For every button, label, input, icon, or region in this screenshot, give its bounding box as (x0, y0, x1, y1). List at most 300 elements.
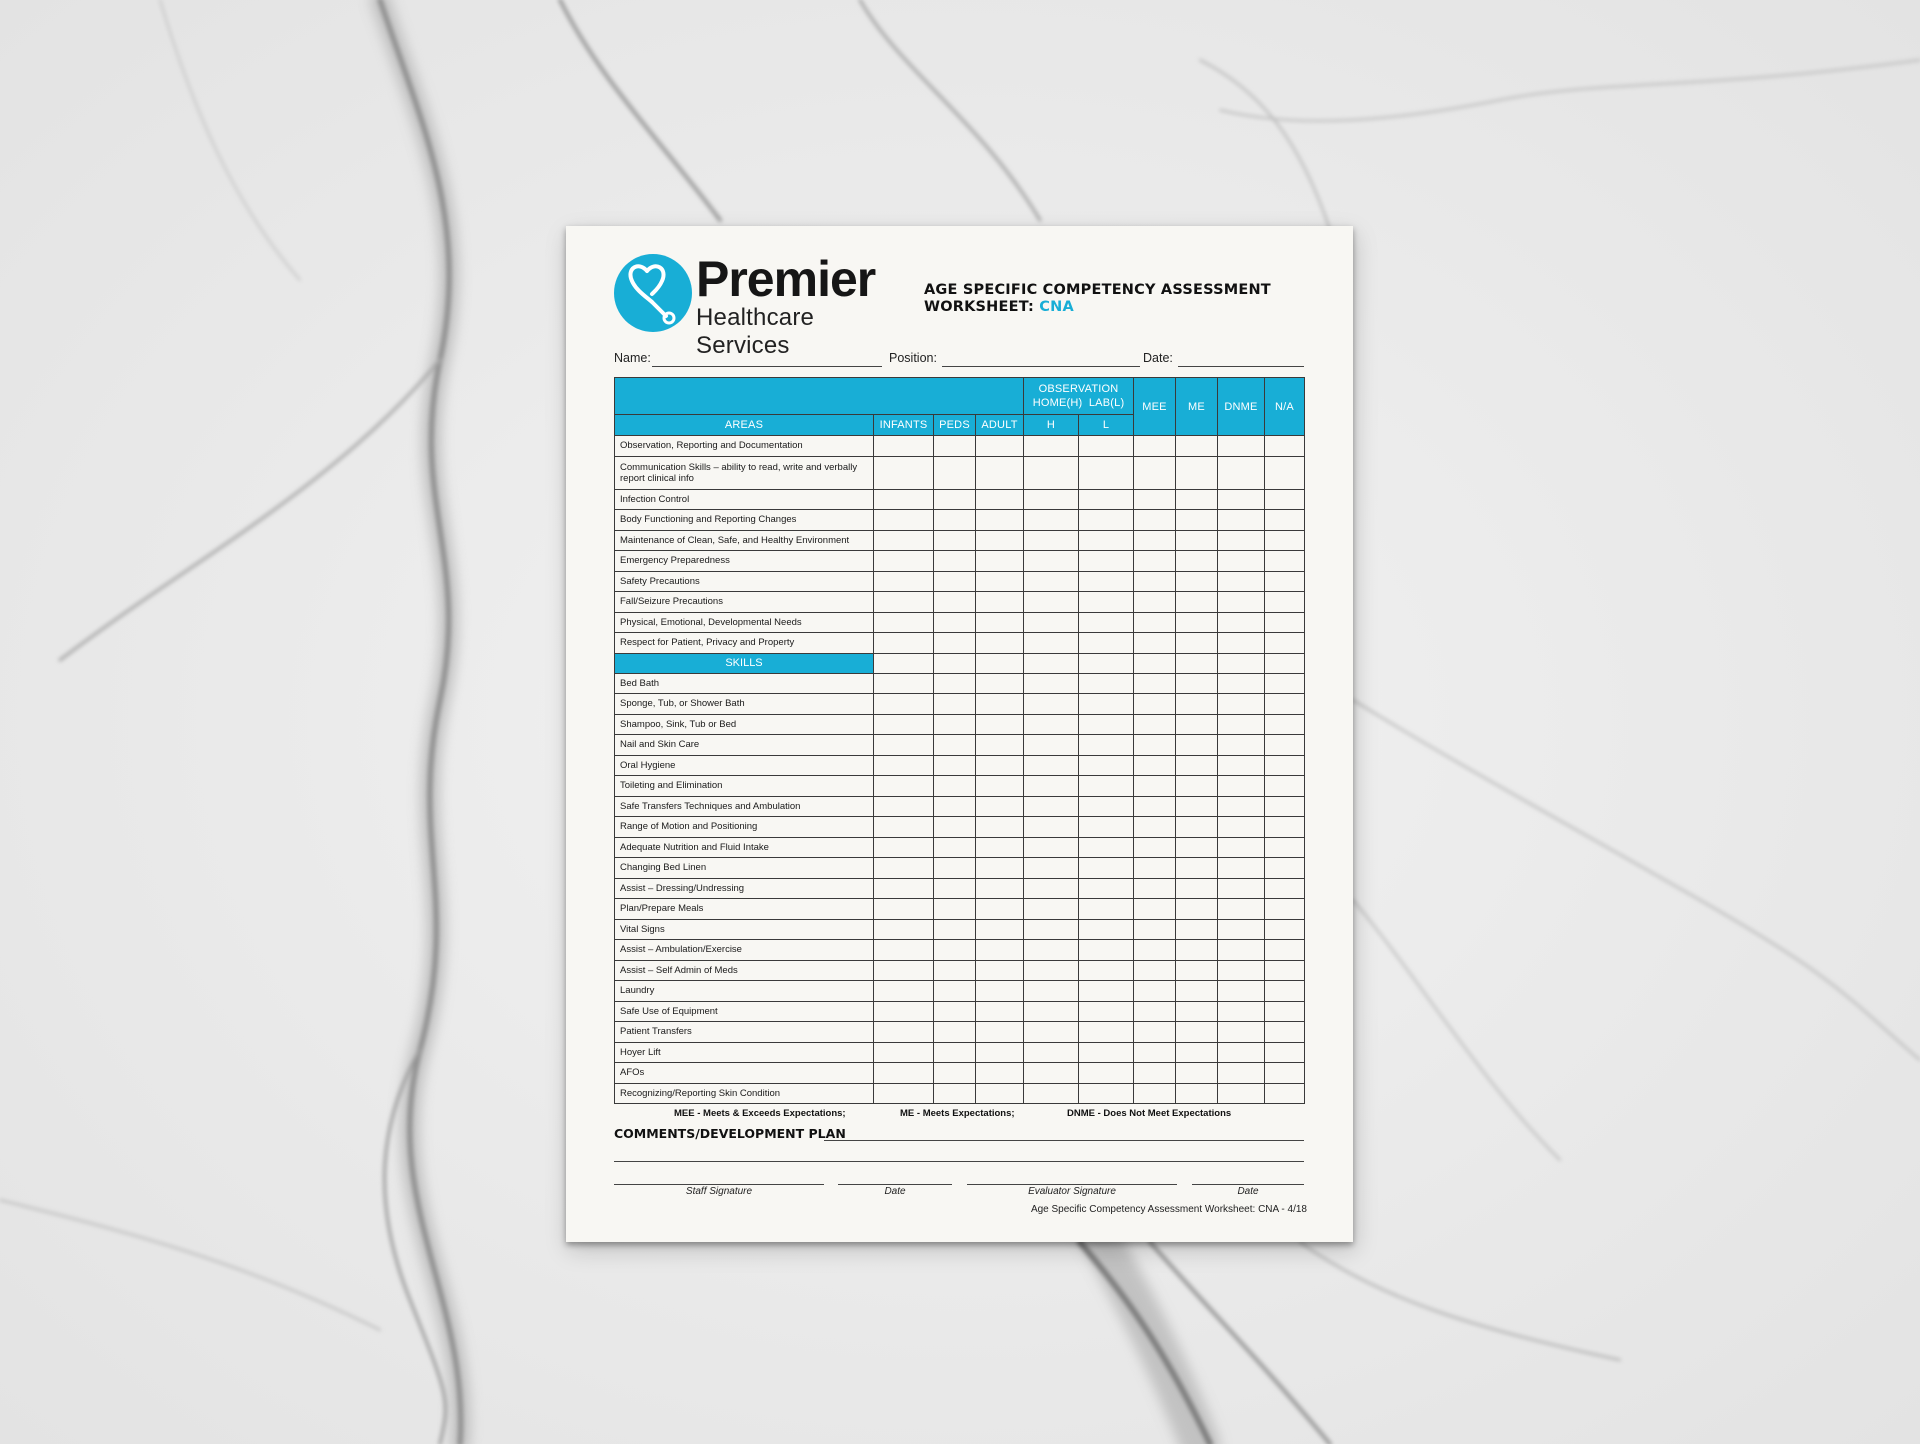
rating-cell[interactable] (1265, 694, 1305, 715)
rating-cell[interactable] (1079, 735, 1134, 756)
rating-cell[interactable] (874, 436, 934, 457)
rating-cell[interactable] (934, 1063, 976, 1084)
rating-cell[interactable] (1265, 436, 1305, 457)
rating-cell[interactable] (1218, 673, 1265, 694)
rating-cell[interactable] (1024, 694, 1079, 715)
rating-cell[interactable] (976, 755, 1024, 776)
rating-cell[interactable] (976, 694, 1024, 715)
rating-cell[interactable] (1134, 919, 1176, 940)
rating-cell[interactable] (1265, 899, 1305, 920)
rating-cell[interactable] (1134, 510, 1176, 531)
rating-cell[interactable] (934, 735, 976, 756)
rating-cell[interactable] (1079, 796, 1134, 817)
rating-cell[interactable] (934, 694, 976, 715)
rating-cell[interactable] (874, 837, 934, 858)
rating-cell[interactable] (1176, 436, 1218, 457)
rating-cell[interactable] (1176, 1063, 1218, 1084)
rating-cell[interactable] (1176, 489, 1218, 510)
rating-cell[interactable] (1176, 612, 1218, 633)
rating-cell[interactable] (934, 837, 976, 858)
rating-cell[interactable] (934, 796, 976, 817)
rating-cell[interactable] (1265, 633, 1305, 654)
rating-cell[interactable] (1134, 673, 1176, 694)
rating-cell[interactable] (1024, 899, 1079, 920)
rating-cell[interactable] (1134, 436, 1176, 457)
rating-cell[interactable] (1024, 1022, 1079, 1043)
rating-cell[interactable] (874, 940, 934, 961)
name-field[interactable] (652, 366, 882, 367)
rating-cell[interactable] (1134, 592, 1176, 613)
rating-cell[interactable] (1079, 551, 1134, 572)
rating-cell[interactable] (874, 714, 934, 735)
evaluator-date-line[interactable] (1192, 1184, 1304, 1185)
rating-cell[interactable] (1176, 571, 1218, 592)
rating-cell[interactable] (1176, 817, 1218, 838)
rating-cell[interactable] (1024, 592, 1079, 613)
rating-cell[interactable] (1134, 755, 1176, 776)
rating-cell[interactable] (976, 571, 1024, 592)
rating-cell[interactable] (1024, 612, 1079, 633)
rating-cell[interactable] (1176, 878, 1218, 899)
rating-cell[interactable] (1265, 776, 1305, 797)
rating-cell[interactable] (1218, 1001, 1265, 1022)
rating-cell[interactable] (1265, 1042, 1305, 1063)
rating-cell[interactable] (1134, 960, 1176, 981)
rating-cell[interactable] (1024, 755, 1079, 776)
rating-cell[interactable] (1079, 1001, 1134, 1022)
rating-cell[interactable] (1024, 571, 1079, 592)
rating-cell[interactable] (934, 653, 976, 673)
rating-cell[interactable] (874, 796, 934, 817)
rating-cell[interactable] (1218, 1022, 1265, 1043)
rating-cell[interactable] (1079, 694, 1134, 715)
rating-cell[interactable] (1134, 858, 1176, 879)
rating-cell[interactable] (1265, 489, 1305, 510)
comments-line-2[interactable] (614, 1161, 1304, 1162)
rating-cell[interactable] (1134, 653, 1176, 673)
rating-cell[interactable] (1176, 530, 1218, 551)
rating-cell[interactable] (1134, 1063, 1176, 1084)
rating-cell[interactable] (934, 776, 976, 797)
rating-cell[interactable] (976, 436, 1024, 457)
rating-cell[interactable] (1079, 612, 1134, 633)
rating-cell[interactable] (976, 796, 1024, 817)
rating-cell[interactable] (874, 673, 934, 694)
rating-cell[interactable] (934, 960, 976, 981)
staff-date-line[interactable] (838, 1184, 952, 1185)
rating-cell[interactable] (1176, 776, 1218, 797)
rating-cell[interactable] (1218, 981, 1265, 1002)
rating-cell[interactable] (1079, 1063, 1134, 1084)
rating-cell[interactable] (874, 735, 934, 756)
rating-cell[interactable] (976, 878, 1024, 899)
header-l: L (1079, 415, 1134, 436)
rating-cell[interactable] (874, 878, 934, 899)
rating-cell[interactable] (1079, 633, 1134, 654)
rating-cell[interactable] (1079, 981, 1134, 1002)
rating-cell[interactable] (1176, 981, 1218, 1002)
rating-cell[interactable] (1024, 919, 1079, 940)
rating-cell[interactable] (1079, 776, 1134, 797)
rating-cell[interactable] (1218, 1042, 1265, 1063)
rating-cell[interactable] (1265, 919, 1305, 940)
rating-cell[interactable] (874, 919, 934, 940)
rating-cell[interactable] (976, 837, 1024, 858)
rating-cell[interactable] (1079, 878, 1134, 899)
rating-cell[interactable] (1176, 456, 1218, 489)
rating-cell[interactable] (1176, 899, 1218, 920)
rating-cell[interactable] (976, 960, 1024, 981)
rating-cell[interactable] (934, 817, 976, 838)
rating-cell[interactable] (976, 653, 1024, 673)
rating-cell[interactable] (1265, 755, 1305, 776)
rating-cell[interactable] (1176, 633, 1218, 654)
rating-cell[interactable] (874, 899, 934, 920)
rating-cell[interactable] (1024, 878, 1079, 899)
rating-cell[interactable] (1218, 436, 1265, 457)
rating-cell[interactable] (874, 510, 934, 531)
rating-cell[interactable] (1218, 456, 1265, 489)
rating-cell[interactable] (1176, 714, 1218, 735)
rating-cell[interactable] (1024, 1083, 1079, 1104)
rating-cell[interactable] (1134, 571, 1176, 592)
date-field[interactable] (1178, 366, 1304, 367)
rating-cell[interactable] (976, 612, 1024, 633)
rating-cell[interactable] (1218, 796, 1265, 817)
rating-cell[interactable] (1176, 653, 1218, 673)
rating-cell[interactable] (1024, 796, 1079, 817)
rating-cell[interactable] (1134, 1042, 1176, 1063)
rating-cell[interactable] (1176, 960, 1218, 981)
rating-cell[interactable] (874, 551, 934, 572)
rating-cell[interactable] (1218, 1063, 1265, 1084)
rating-cell[interactable] (1024, 714, 1079, 735)
rating-cell[interactable] (1176, 1001, 1218, 1022)
rating-cell[interactable] (1024, 530, 1079, 551)
rating-cell[interactable] (976, 1022, 1024, 1043)
rating-cell[interactable] (1265, 653, 1305, 673)
rating-cell[interactable] (1218, 592, 1265, 613)
rating-cell[interactable] (1265, 673, 1305, 694)
rating-cell[interactable] (934, 1022, 976, 1043)
rating-cell[interactable] (976, 735, 1024, 756)
rating-cell[interactable] (1218, 878, 1265, 899)
rating-cell[interactable] (976, 776, 1024, 797)
rating-cell[interactable] (874, 981, 934, 1002)
rating-cell[interactable] (1079, 837, 1134, 858)
rating-cell[interactable] (1265, 1022, 1305, 1043)
rating-cell[interactable] (976, 858, 1024, 879)
evaluator-signature-line[interactable] (967, 1184, 1177, 1185)
rating-cell[interactable] (976, 1063, 1024, 1084)
rating-cell[interactable] (1218, 837, 1265, 858)
rating-cell[interactable] (1079, 592, 1134, 613)
rating-cell[interactable] (934, 919, 976, 940)
rating-cell[interactable] (1079, 571, 1134, 592)
rating-cell[interactable] (1134, 551, 1176, 572)
rating-cell[interactable] (874, 489, 934, 510)
rating-cell[interactable] (1079, 1022, 1134, 1043)
rating-cell[interactable] (1218, 960, 1265, 981)
rating-cell[interactable] (874, 755, 934, 776)
rating-cell[interactable] (1265, 817, 1305, 838)
rating-cell[interactable] (1265, 592, 1305, 613)
rating-cell[interactable] (934, 1042, 976, 1063)
staff-signature-line[interactable] (614, 1184, 824, 1185)
rating-cell[interactable] (934, 571, 976, 592)
rating-cell[interactable] (934, 592, 976, 613)
rating-cell[interactable] (1218, 694, 1265, 715)
rating-cell[interactable] (1218, 612, 1265, 633)
rating-cell[interactable] (934, 633, 976, 654)
rating-cell[interactable] (1134, 878, 1176, 899)
rating-cell[interactable] (1134, 1022, 1176, 1043)
rating-cell[interactable] (1134, 981, 1176, 1002)
rating-cell[interactable] (1265, 837, 1305, 858)
rating-cell[interactable] (1079, 817, 1134, 838)
rating-cell[interactable] (1079, 1042, 1134, 1063)
rating-cell[interactable] (1218, 858, 1265, 879)
rating-cell[interactable] (1024, 940, 1079, 961)
rating-cell[interactable] (1265, 878, 1305, 899)
rating-cell[interactable] (934, 1001, 976, 1022)
rating-cell[interactable] (1079, 755, 1134, 776)
rating-cell[interactable] (934, 456, 976, 489)
rating-cell[interactable] (1176, 919, 1218, 940)
rating-cell[interactable] (874, 858, 934, 879)
rating-cell[interactable] (1265, 960, 1305, 981)
rating-cell[interactable] (1176, 510, 1218, 531)
rating-cell[interactable] (1265, 940, 1305, 961)
rating-cell[interactable] (1134, 612, 1176, 633)
rating-cell[interactable] (976, 899, 1024, 920)
rating-cell[interactable] (934, 755, 976, 776)
rating-cell[interactable] (1265, 1063, 1305, 1084)
rating-cell[interactable] (1265, 735, 1305, 756)
rating-cell[interactable] (1218, 633, 1265, 654)
rating-cell[interactable] (1176, 837, 1218, 858)
rating-cell[interactable] (976, 817, 1024, 838)
rating-cell[interactable] (934, 714, 976, 735)
rating-cell[interactable] (1024, 837, 1079, 858)
rating-cell[interactable] (976, 673, 1024, 694)
rating-cell[interactable] (976, 714, 1024, 735)
rating-cell[interactable] (1265, 796, 1305, 817)
rating-cell[interactable] (976, 1083, 1024, 1104)
rating-cell[interactable] (874, 1063, 934, 1084)
rating-cell[interactable] (874, 653, 934, 673)
rating-cell[interactable] (976, 633, 1024, 654)
rating-cell[interactable] (1134, 796, 1176, 817)
rating-cell[interactable] (976, 456, 1024, 489)
rating-cell[interactable] (1134, 489, 1176, 510)
rating-cell[interactable] (1134, 633, 1176, 654)
rating-cell[interactable] (976, 1042, 1024, 1063)
rating-cell[interactable] (1265, 714, 1305, 735)
rating-cell[interactable] (934, 858, 976, 879)
rating-cell[interactable] (1079, 899, 1134, 920)
rating-cell[interactable] (1134, 1001, 1176, 1022)
rating-cell[interactable] (1024, 456, 1079, 489)
rating-cell[interactable] (1218, 940, 1265, 961)
rating-cell[interactable] (1079, 436, 1134, 457)
rating-cell[interactable] (1218, 571, 1265, 592)
rating-cell[interactable] (874, 1001, 934, 1022)
rating-cell[interactable] (874, 1083, 934, 1104)
rating-cell[interactable] (1024, 673, 1079, 694)
rating-cell[interactable] (874, 776, 934, 797)
rating-cell[interactable] (1024, 510, 1079, 531)
rating-cell[interactable] (1176, 940, 1218, 961)
rating-cell[interactable] (1079, 1083, 1134, 1104)
rating-cell[interactable] (1134, 456, 1176, 489)
rating-cell[interactable] (1024, 436, 1079, 457)
rating-cell[interactable] (1176, 673, 1218, 694)
rating-cell[interactable] (1176, 551, 1218, 572)
rating-cell[interactable] (874, 694, 934, 715)
rating-cell[interactable] (1079, 530, 1134, 551)
rating-cell[interactable] (1134, 530, 1176, 551)
rating-cell[interactable] (874, 592, 934, 613)
position-field[interactable] (942, 366, 1140, 367)
rating-cell[interactable] (1134, 837, 1176, 858)
rating-cell[interactable] (1024, 633, 1079, 654)
rating-cell[interactable] (1265, 612, 1305, 633)
rating-cell[interactable] (1265, 551, 1305, 572)
rating-cell[interactable] (1218, 1083, 1265, 1104)
rating-cell[interactable] (934, 940, 976, 961)
rating-cell[interactable] (1024, 817, 1079, 838)
rating-cell[interactable] (1134, 1083, 1176, 1104)
rating-cell[interactable] (1218, 899, 1265, 920)
rating-cell[interactable] (1176, 858, 1218, 879)
rating-cell[interactable] (1024, 551, 1079, 572)
rating-cell[interactable] (1024, 981, 1079, 1002)
rating-cell[interactable] (1218, 551, 1265, 572)
rating-cell[interactable] (1134, 735, 1176, 756)
rating-cell[interactable] (1134, 899, 1176, 920)
rating-cell[interactable] (1176, 735, 1218, 756)
rating-cell[interactable] (976, 489, 1024, 510)
rating-cell[interactable] (1218, 510, 1265, 531)
rating-cell[interactable] (934, 436, 976, 457)
rating-cell[interactable] (976, 592, 1024, 613)
rating-cell[interactable] (1079, 510, 1134, 531)
rating-cell[interactable] (934, 878, 976, 899)
rating-cell[interactable] (976, 510, 1024, 531)
rating-cell[interactable] (1218, 817, 1265, 838)
rating-cell[interactable] (976, 919, 1024, 940)
rating-cell[interactable] (874, 571, 934, 592)
rating-cell[interactable] (976, 981, 1024, 1002)
rating-cell[interactable] (1079, 919, 1134, 940)
rating-cell[interactable] (1176, 694, 1218, 715)
rating-cell[interactable] (1176, 755, 1218, 776)
rating-cell[interactable] (976, 551, 1024, 572)
rating-cell[interactable] (1134, 817, 1176, 838)
rating-cell[interactable] (1134, 714, 1176, 735)
skill-label: Vital Signs (615, 919, 874, 940)
rating-cell[interactable] (874, 530, 934, 551)
rating-cell[interactable] (874, 960, 934, 981)
rating-cell[interactable] (874, 612, 934, 633)
rating-cell[interactable] (1176, 1022, 1218, 1043)
rating-cell[interactable] (934, 530, 976, 551)
rating-cell[interactable] (1265, 456, 1305, 489)
rating-cell[interactable] (1024, 735, 1079, 756)
rating-cell[interactable] (874, 1042, 934, 1063)
rating-cell[interactable] (1265, 1001, 1305, 1022)
comments-line-1[interactable] (824, 1140, 1304, 1141)
rating-cell[interactable] (934, 612, 976, 633)
rating-cell[interactable] (1265, 530, 1305, 551)
rating-cell[interactable] (1079, 960, 1134, 981)
rating-cell[interactable] (1265, 1083, 1305, 1104)
rating-cell[interactable] (1176, 1083, 1218, 1104)
rating-cell[interactable] (1079, 858, 1134, 879)
rating-cell[interactable] (934, 489, 976, 510)
rating-cell[interactable] (1218, 755, 1265, 776)
rating-cell[interactable] (934, 673, 976, 694)
rating-cell[interactable] (1024, 653, 1079, 673)
rating-cell[interactable] (1265, 510, 1305, 531)
rating-cell[interactable] (976, 940, 1024, 961)
rating-cell[interactable] (1024, 1001, 1079, 1022)
rating-cell[interactable] (934, 981, 976, 1002)
rating-cell[interactable] (874, 456, 934, 489)
rating-cell[interactable] (934, 551, 976, 572)
rating-cell[interactable] (1079, 489, 1134, 510)
rating-cell[interactable] (1218, 714, 1265, 735)
rating-cell[interactable] (1024, 489, 1079, 510)
rating-cell[interactable] (1176, 1042, 1218, 1063)
rating-cell[interactable] (874, 817, 934, 838)
rating-cell[interactable] (1024, 960, 1079, 981)
rating-cell[interactable] (1218, 530, 1265, 551)
area-label: Observation, Reporting and Documentation (615, 436, 874, 457)
rating-cell[interactable] (934, 899, 976, 920)
rating-cell[interactable] (1079, 940, 1134, 961)
rating-cell[interactable] (1024, 1063, 1079, 1084)
rating-cell[interactable] (1218, 919, 1265, 940)
rating-cell[interactable] (1024, 776, 1079, 797)
rating-cell[interactable] (976, 1001, 1024, 1022)
rating-cell[interactable] (1134, 940, 1176, 961)
rating-cell[interactable] (934, 1083, 976, 1104)
rating-cell[interactable] (1265, 981, 1305, 1002)
rating-cell[interactable] (1134, 694, 1176, 715)
rating-cell[interactable] (1218, 489, 1265, 510)
rating-cell[interactable] (1079, 456, 1134, 489)
rating-cell[interactable] (1265, 571, 1305, 592)
rating-cell[interactable] (1218, 776, 1265, 797)
rating-cell[interactable] (1134, 776, 1176, 797)
rating-cell[interactable] (1079, 653, 1134, 673)
rating-cell[interactable] (1024, 1042, 1079, 1063)
rating-cell[interactable] (1218, 653, 1265, 673)
rating-cell[interactable] (874, 633, 934, 654)
rating-cell[interactable] (1176, 796, 1218, 817)
rating-cell[interactable] (1218, 735, 1265, 756)
rating-cell[interactable] (1265, 858, 1305, 879)
rating-cell[interactable] (1079, 673, 1134, 694)
rating-cell[interactable] (976, 530, 1024, 551)
rating-cell[interactable] (1079, 714, 1134, 735)
rating-cell[interactable] (1176, 592, 1218, 613)
rating-cell[interactable] (934, 510, 976, 531)
rating-cell[interactable] (1024, 858, 1079, 879)
rating-cell[interactable] (874, 1022, 934, 1043)
